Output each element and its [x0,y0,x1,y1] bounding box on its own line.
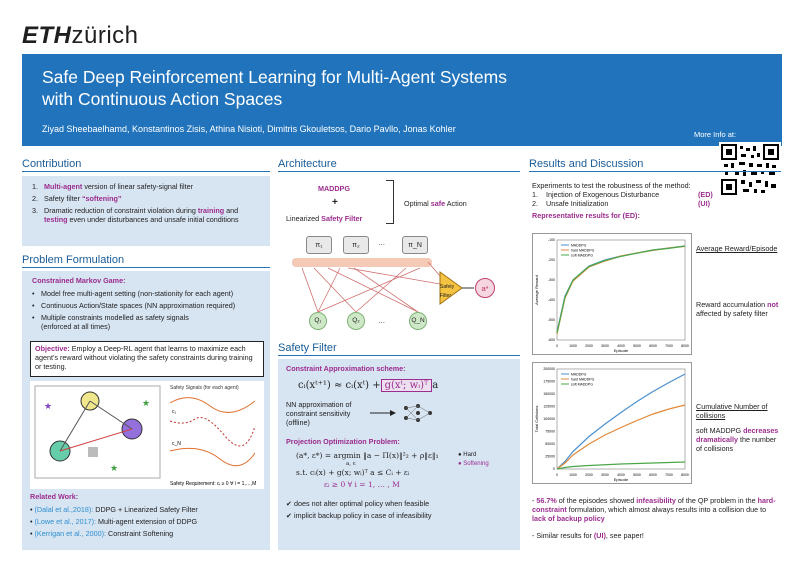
problem-bullets [32,289,262,331]
x-tick-label: 3000 [601,473,609,477]
y-tick-label: 25000 [545,454,555,459]
results-heading: Results and Discussion [529,158,644,170]
collisions-chart [532,362,692,484]
x-tick-label: 7000 [665,473,673,477]
y-tick-label: -100 [547,238,555,242]
y-tick-label: 200000 [543,367,555,371]
y-tick-label: -200 [547,258,555,262]
legend-entry: MADDPG [571,372,587,377]
x-tick-label: 8000 [681,473,689,477]
x-tick-label: 0 [556,473,558,477]
more-info-label: More Info at: [694,130,737,139]
legend-entry: soft MADDPG [571,253,593,258]
svg-text:c₁: c₁ [172,409,177,415]
y-tick-label: 175000 [543,379,555,384]
list-item: - 56.7% of the episodes showed infeasibility of the QP problem in the hard-constraint formulation, which almost always results into a collision due to lack of backup policy [532,496,776,523]
x-tick-label: 2000 [585,344,593,348]
contribution-heading: Contribution [22,158,82,170]
safety-filter-heading: Safety Filter [278,342,337,354]
x-tick-label: 7000 [665,344,673,348]
reward-note: Reward accumulation not affected by safety filter [696,300,779,318]
series-line-hard-maddpg [557,405,685,469]
title-banner [22,54,782,146]
x-tick-label: 6000 [649,473,657,477]
svg-text:★: ★ [110,463,119,473]
avg-reward-label: Average Reward/Episode [696,244,778,253]
x-tick-label: 1000 [569,344,577,348]
collisions-label: Cumulative Number of collisions [696,402,768,420]
svg-text:c_N: c_N [172,441,181,447]
series-line-maddpg [557,374,685,469]
reward-chart [532,233,692,355]
y-tick-label: -400 [547,298,555,302]
y-tick-label: -500 [547,318,555,322]
check-item: ✔ implicit backup policy in case of infeasibility [286,511,432,520]
y-tick-label: 150000 [543,392,555,396]
y-tick-label: 100000 [543,417,555,421]
related-work: Related Work: • (Dalal et al.,2018): DDPG + Linearized Safety Filter • (Lowe et al., 2017): Multi-agent extension of DDPG • (Kerrigan et al., 2000): Constraint Softening [30,492,264,538]
list-item: - Similar results for (UI), see paper! [532,531,644,540]
authors: Ziyad Sheebaelhamd, Konstantinos Zisis, Athina Nisioti, Dimitris Gkouletsos, Dario Pavllo, Jonas Kohler [42,124,456,134]
x-tick-label: 1000 [569,473,577,477]
x-tick-label: 4000 [617,473,625,477]
legend-entry: soft MADDPG [571,382,593,387]
x-axis-label: Episode [613,348,629,353]
svg-text:★: ★ [44,401,53,411]
contribution-item: 2. Safety filter “softening” [32,194,122,203]
x-tick-label: 5000 [633,344,641,348]
y-tick-label: 50000 [545,442,555,446]
contribution-box [22,176,270,246]
legend-entry: hard MADDPG [571,248,595,253]
y-tick-label: -300 [547,278,555,282]
collisions-note: soft MADDPG decreases dramatically the number of collisions [696,426,779,453]
x-tick-label: 2000 [585,473,593,477]
x-tick-label: 0 [556,344,558,348]
series-line-soft-maddpg [557,462,685,469]
x-tick-label: 3000 [601,344,609,348]
architecture-figure: MADDPG + Linearized Safety Filter Optimal safe Action π₁ π₂ … π_N Safety Filter a* Q₁ Q₂ … Q_N [278,176,520,334]
y-axis-label: Average Reward [534,275,539,305]
svg-text:★: ★ [142,398,151,408]
poster-title: Safe Deep Reinforcement Learning for Multi-Agent Systems with Continuous Action Spaces [42,67,507,109]
multi-agent-figure [30,381,264,489]
markov-game-subheading: Constrained Markov Game: [32,276,126,285]
svg-text:Safety Requirement: cᵢ ≥ 0: Safety Requirement: cᵢ ≥ 0 ∀ i = 1,…,M [170,481,257,487]
x-tick-label: 5000 [633,473,641,477]
list-item: • Model free multi-agent setting (non-stationity for each agent) [32,289,262,298]
x-tick-label: 8000 [681,344,689,348]
list-item: • Continuous Action/State spaces (NN approximation required) [32,301,262,310]
list-item: • Multiple constraints modelled as safety signals [32,313,262,322]
legend-entry: hard MADDPG [571,377,595,382]
y-tick-label: 0 [553,467,555,471]
legend-entry: MADDPG [571,243,587,248]
contribution-item: 1. Multi-agent version of linear safety-signal filter [32,182,193,191]
results-intro: Experiments to test the robustness of the method: 1. Injection of Exogenous Disturbance (ED) 2. Unsafe Initialization (UI) Representative results for (ED): [532,181,713,220]
objective-box: Objective: Employ a Deep-RL agent that learns to maximize each agent’s reward without violating the safety constraints during training or testing. [30,341,264,377]
check-item: ✔ does not alter optimal policy when feasible [286,499,430,508]
x-tick-label: 4000 [617,344,625,348]
architecture-heading: Architecture [278,158,337,170]
y-tick-label: 75000 [545,429,555,434]
x-tick-label: 6000 [649,344,657,348]
svg-text:Safety Signals (for each agent: Safety Signals (for each agent) [170,385,239,391]
y-tick-label: 125000 [543,404,555,409]
contribution-item: 3. Dramatic reduction of constraint violation during training and testing even under disturbances and unsafe initial conditions [32,206,239,224]
problem-heading: Problem Formulation [22,254,125,266]
y-tick-label: -600 [547,338,555,342]
safety-filter-box: Constraint Approximation scheme: cᵢ(xᵗ⁺¹) ≈ cᵢ(xᵗ) + g(xᵗ; wᵢ)ᵀ a NN approximation of constraint sensitivity (offline) Projection Optimization Problem: ● Hard ● Softening (a*, ε*) = argmin ‖a − Π(x)‖²₂ + ρ‖ε‖₁ a, ε s.t. cᵢ(x) + g(x; wᵢ)ᵀ a ≤ Cᵢ + εᵢ εᵢ ≥ 0 ∀ i = 1, … , M ✔ does not alter optimal policy when feasible ✔ implicit backup policy in case of infeasibility [278,359,520,550]
eth-logo: ETHzürich [22,22,139,49]
results-bullets [532,496,780,540]
list-item-continued: (enforced at all times) [41,322,111,331]
list-item: • (Lowe et al., 2017): Multi-agent extension of DDPG [30,517,198,526]
list-item: • (Dalal et al.,2018): DDPG + Linearized Safety Filter [30,505,198,514]
x-axis-label: Episode [613,477,629,482]
y-axis-label: Total Collisions [534,405,539,433]
list-item: • (Kerrigan et al., 2000): Constraint Softening [30,529,174,538]
